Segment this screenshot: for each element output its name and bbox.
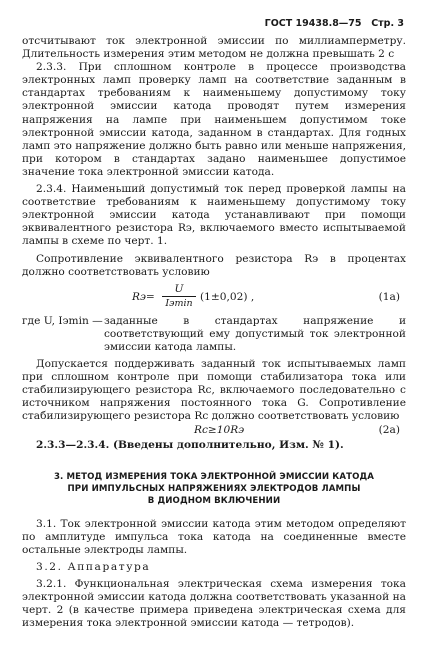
paragraph-3-2-1: 3.2.1. Функциональная электрическая схема измерения тока электронной эмиссии катода должна соответствовать указанной на черт. 2 (в качестве примера приведена электрическая схема для измерения тока электронной эмиссии катода — тетродов). [22,578,406,630]
paragraph-resistance: Сопротивление эквивалентного резистора Rэ в процентах должно соответствовать условию [22,252,406,278]
amendment-note: 2.3.3—2.3.4. (Введены дополнительно, Изм. № 1). [36,439,344,452]
where-symbols: где U, Iэmin — [22,314,103,327]
formula-1a-label: (1а) [378,290,400,303]
formula-2a [22,424,406,438]
page-number: Стр. 3 [371,18,404,29]
formula-1a-denominator: Iэmin [165,297,193,309]
formula-2a-expression: Rс≥10Rэ [194,424,245,437]
formula-2a-label: (2а) [378,424,400,437]
formula-1a-lhs: Rэ= [132,290,155,303]
paragraph-3-1: 3.1. Ток электронной эмиссии катода этим методом определяют по амплитуде импульса тока катода на соединенные вместе остальные электроды лампы. [22,517,406,556]
section-3-title-line: ПРИ ИМПУЛЬСНЫХ НАПРЯЖЕНИЯХ ЭЛЕКТРОДОВ ЛАМПЫ [67,483,361,494]
paragraph-2-3-4: 2.3.4. Наименьший допустимый ток перед проверкой лампы на соответствие требованиям к наименьшему допустимому току электронной эмиссии катода устанавливают при помощи эквивалентного резистора Rэ, включаемого вместо испытываемой лампы в схеме по черт. 1. [22,183,406,248]
formula-1a-rhs: (1±0,02) , [200,290,255,303]
section-3-title-line: В ДИОДНОМ ВКЛЮЧЕНИИ [147,496,281,507]
page-header [22,18,406,29]
section-3-title-line: 3. МЕТОД ИЗМЕРЕНИЯ ТОКА ЭЛЕКТРОННОЙ ЭМИССИИ КАТОДА [53,471,375,482]
paragraph-3-2: 3.2. Аппаратура [36,561,151,574]
formula-1a [22,283,406,313]
formula-1a-numerator: U [162,283,196,297]
formula-1a-fraction [162,283,196,310]
paragraph-allowed: Допускается поддерживать заданный ток испытываемых ламп при сплошном контроле при помощи стабилизатора тока или стабилизирующего резистора Rс, включаемого последовательно с источником напряжения постоянного тока G. Сопротивление стабилизирующего резистора Rс должно соответствовать условию [22,357,406,423]
section-3-title [22,471,406,508]
where-definition: заданные в стандартах напряжение и соответствующий ему допустимый ток электронной эмиссии катода лампы. [104,314,406,353]
document-page [22,18,406,631]
where-clause [22,315,406,354]
paragraph-intro: отсчитывают ток электронной эмиссии по миллиамперметру. Длительность измерения этим методом не должна превышать 2 с [22,35,406,61]
paragraph-2-3-3: 2.3.3. При сплошном контроле в процессе производства электронных ламп проверку ламп на соответствие заданным в стандартах требованиям к наименьшему допустимому току электронной эмиссии катода проводят путем измерения напряжения на лампе при наименьшем допустимом токе электронной эмиссии катода, заданном в стандартах. Для годных ламп это напряжение должно быть равно или меньше напряжения, при котором в стандартах задано наименьшее допустимое значение тока электронной эмиссии катода. [22,61,406,178]
standard-number: ГОСТ 19438.8—75 [264,18,362,29]
